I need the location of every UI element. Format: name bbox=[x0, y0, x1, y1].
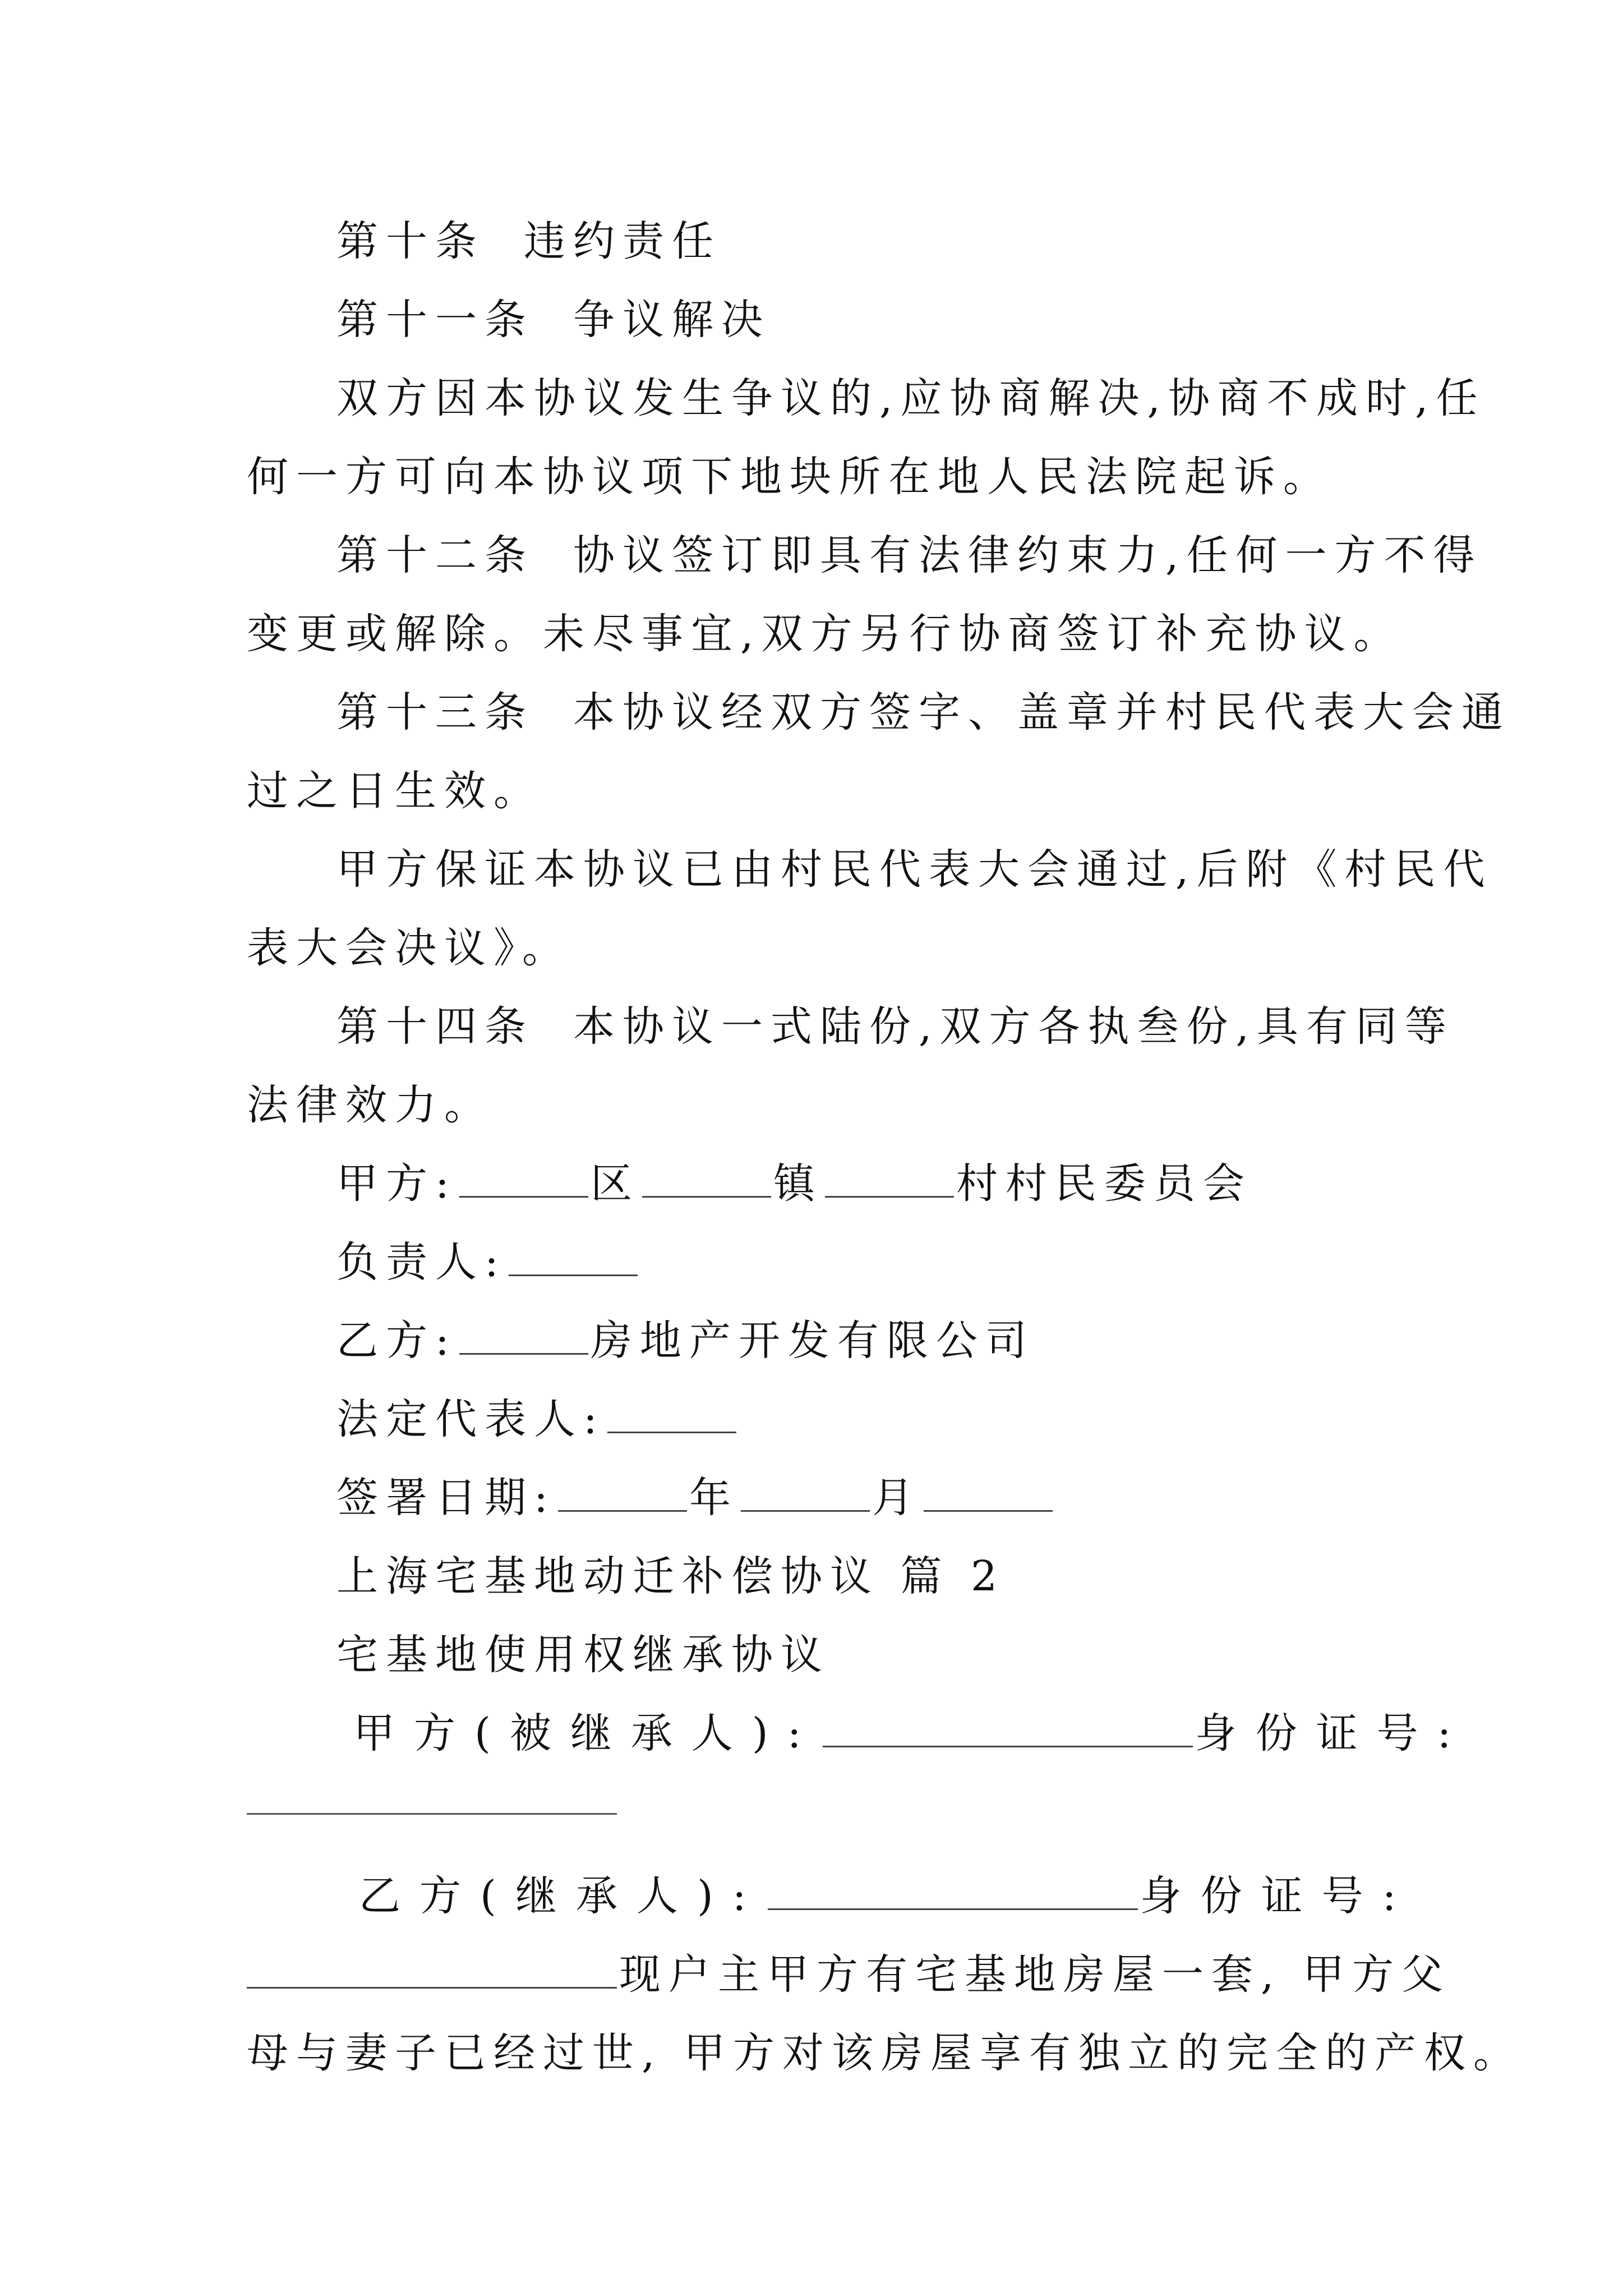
article-number: 第十三条 bbox=[336, 688, 534, 737]
blank-field bbox=[247, 1813, 617, 1815]
article-13-line bbox=[336, 679, 1511, 746]
legal-rep-label: 法定代表人: bbox=[336, 1395, 605, 1443]
blank-field bbox=[825, 1161, 954, 1198]
paragraph-line: 过之日生效。 bbox=[247, 767, 543, 815]
article-11-heading bbox=[336, 286, 1380, 353]
blank-field bbox=[768, 1874, 1138, 1910]
blank-field bbox=[823, 1711, 1193, 1747]
party-a-line bbox=[336, 1150, 1380, 1217]
paragraph-line: 双方因本协议发生争议的,应协商解决,协商不成时,任 bbox=[336, 374, 1486, 422]
blank-field bbox=[924, 1475, 1053, 1512]
village-committee-label: 村村民委员会 bbox=[956, 1159, 1252, 1208]
testator-label: 甲方(被继承人): bbox=[353, 1709, 820, 1757]
blank-field bbox=[459, 1161, 588, 1198]
paragraph-line: 表大会决议》。 bbox=[247, 924, 571, 972]
paragraph-line: 母与妻子已经过世, 甲方对该房屋享有独立的完全的产权。 bbox=[247, 2029, 1523, 2077]
article-number: 第十四条 bbox=[336, 1002, 534, 1051]
agreement-title: 宅基地使用权继承协议 bbox=[336, 1631, 830, 1679]
paragraph-line: 甲方保证本协议已由村民代表大会通过,后附《村民代 bbox=[336, 845, 1493, 894]
paragraph-line: 变更或解除。未尽事宜,双方另行协商签订补充协议。 bbox=[247, 610, 1403, 658]
paragraph-line bbox=[247, 1941, 1451, 2008]
paragraph-line: 何一方可向本协议项下地块所在地人民法院起诉。 bbox=[247, 453, 1332, 501]
month-label: 月 bbox=[872, 1474, 921, 1522]
legal-rep-line bbox=[336, 1386, 1380, 1453]
responsible-person-label: 负责人: bbox=[336, 1238, 506, 1286]
article-14-line bbox=[336, 993, 1455, 1060]
signing-date-label: 签署日期: bbox=[336, 1474, 556, 1522]
blank-field bbox=[459, 1318, 588, 1355]
article-title: 违约责任 bbox=[524, 217, 721, 265]
article-text: 协议签订即具有法律约束力,任何一方不得 bbox=[573, 531, 1483, 579]
article-number: 第十一条 bbox=[336, 296, 534, 344]
article-text: 本协议经双方签字、盖章并村民代表大会通 bbox=[573, 688, 1511, 737]
blank-field bbox=[642, 1161, 771, 1198]
party-a-inheritance-line bbox=[353, 1700, 1470, 1767]
article-text: 本协议一式陆份,双方各执叁份,具有同等 bbox=[573, 1002, 1455, 1051]
blank-field bbox=[741, 1475, 870, 1512]
party-a-label: 甲方: bbox=[336, 1159, 457, 1208]
paragraph-text: 现户主甲方有宅基地房屋一套, 甲方父 bbox=[619, 1950, 1451, 1999]
paragraph-line: 法律效力。 bbox=[247, 1081, 494, 1129]
blank-field bbox=[509, 1240, 638, 1276]
district-label: 区 bbox=[590, 1159, 640, 1208]
article-number: 第十二条 bbox=[336, 531, 534, 579]
heir-label: 乙方(继承人): bbox=[359, 1872, 766, 1920]
town-label: 镇 bbox=[773, 1159, 823, 1208]
responsible-person-line bbox=[336, 1228, 1380, 1296]
company-label: 房地产开发有限公司 bbox=[590, 1317, 1035, 1365]
article-number: 第十条 bbox=[336, 217, 485, 265]
party-b-inheritance-line bbox=[359, 1862, 1415, 1930]
blank-field bbox=[607, 1397, 736, 1433]
article-title: 争议解决 bbox=[573, 296, 771, 344]
signing-date-line bbox=[336, 1464, 1380, 1531]
id-number-label: 身份证号: bbox=[1140, 1872, 1415, 1920]
article-12-line bbox=[336, 522, 1483, 589]
party-b-label: 乙方: bbox=[336, 1317, 457, 1365]
article-10-heading bbox=[336, 208, 1380, 275]
party-b-line bbox=[336, 1307, 1380, 1374]
year-label: 年 bbox=[689, 1474, 739, 1522]
section-title: 上海宅基地动迁补偿协议 篇 2 bbox=[336, 1552, 1006, 1600]
id-number-label: 身份证号: bbox=[1195, 1709, 1470, 1757]
blank-field bbox=[558, 1475, 687, 1512]
blank-field bbox=[247, 1952, 617, 1989]
